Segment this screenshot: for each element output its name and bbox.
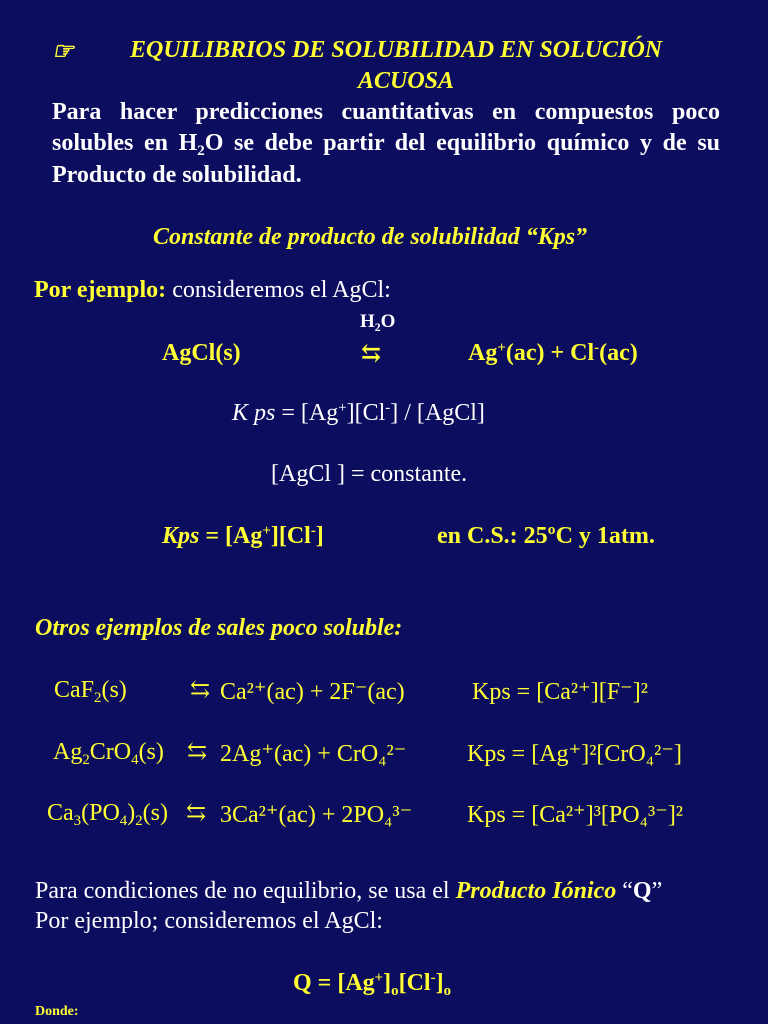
intro-line2 <box>52 130 721 160</box>
example-3-equation: 3Ca²⁺(ac) + 2PO₄³⁻ <box>220 802 413 828</box>
kps-expression: K ps = [Ag+][Cl-] / [AgCl] <box>232 399 485 426</box>
pointing-hand-icon: ☞ <box>52 39 74 65</box>
noneq-line2: Por ejemplo; consideremos el AgCl: <box>35 908 383 934</box>
example-1-arrow-icon: ⇆ <box>190 677 211 703</box>
example-3-kps: Kps = [Ca²⁺]³[PO₄³⁻]² <box>467 802 683 828</box>
reaction-products: Ag+(ac) + Cl-(ac) <box>468 339 638 366</box>
example-text: consideremos el AgCl: <box>166 277 391 303</box>
example-2-kps: Kps = [Ag⁺]²[CrO₄²⁻] <box>467 741 682 767</box>
noneq-line1: Para condiciones de no equilibrio, se usa el Producto Iónico “Q” <box>35 878 663 904</box>
intro-line2-sub: 2 <box>197 143 205 160</box>
other-examples-heading: Otros ejemplos de sales poco soluble: <box>35 615 403 641</box>
example-label: Por ejemplo: <box>34 277 167 303</box>
q-expression: $Q = [Ag^+]_o[Cl^-]_o$ <box>293 969 451 1000</box>
solvent-label: $H_2O$ <box>360 311 396 335</box>
kps-final: Kps = [Ag+][Cl-] <box>162 522 324 549</box>
example-3-salt: $Ca_3(PO_4)_2(s)$ <box>47 800 168 830</box>
example-2-salt: $Ag_2CrO_4(s)$ <box>53 739 164 769</box>
reaction-reactant: AgCl(s) <box>162 340 241 366</box>
agcl-constant: [AgCl ] = constante. <box>271 461 468 487</box>
intro-line3: Producto de solubilidad. <box>52 162 302 188</box>
example-1-equation: Ca²⁺(ac) + 2F⁻(ac) <box>220 679 405 705</box>
example-3-arrow-icon: ⇆ <box>186 800 207 826</box>
standard-conditions: en C.S.: 25ºC y 1atm. <box>437 523 655 549</box>
donde-label: Donde: <box>35 1004 79 1019</box>
kps-heading: Constante de producto de solubilidad “Kps” <box>153 224 588 250</box>
example-2-equation: 2Ag⁺(ac) + CrO₄²⁻ <box>220 741 407 767</box>
example-1-kps: Kps = [Ca²⁺][F⁻]² <box>472 679 648 705</box>
intro-line2-a: solubles en H <box>52 130 198 156</box>
page-title-line2: ACUOSA <box>358 68 455 94</box>
intro-line1: Para hacer predicciones cuantitativas en compuestos poco <box>52 99 720 125</box>
page-title-line1: EQUILIBRIOS DE SOLUBILIDAD EN SOLUCIÓN <box>130 37 663 63</box>
equilibrium-arrow-icon: ⇆ <box>361 341 382 367</box>
example-2-arrow-icon: ⇆ <box>187 739 208 765</box>
example-intro <box>34 277 391 304</box>
example-1-salt: CaF$_2$(s) <box>54 677 127 707</box>
intro-line2-b: O se debe partir del equilibrio químico y de su <box>204 130 721 156</box>
